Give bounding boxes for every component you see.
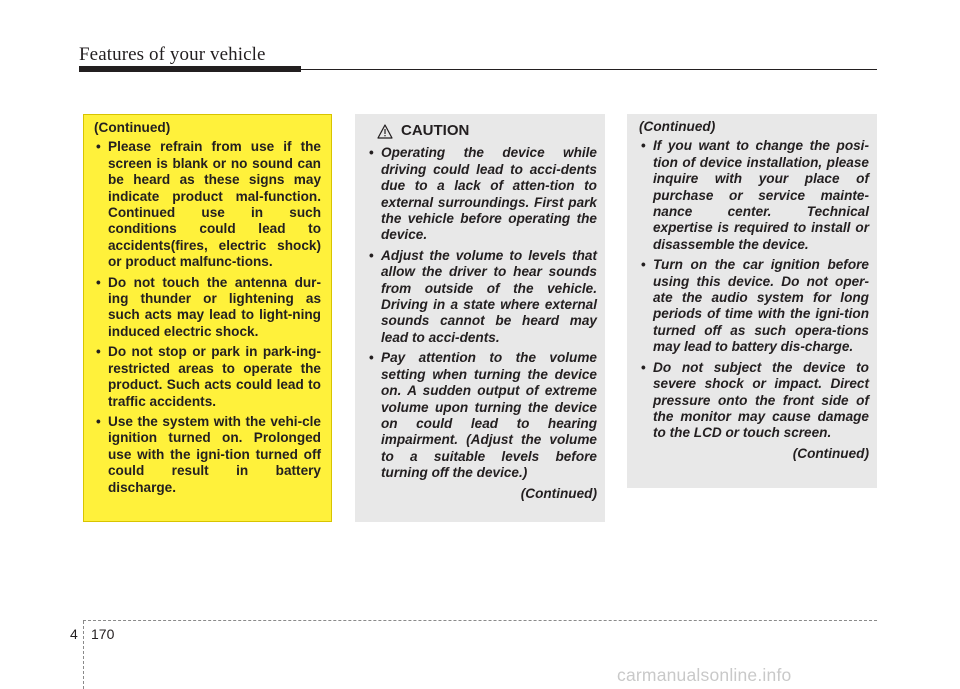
continued-label: (Continued) (94, 120, 171, 135)
caution-list (367, 145, 597, 481)
list-item: • Do not touch the antenna dur-ing thunder or lightening as such acts may lead to light-ning induced electric shock. (94, 275, 321, 341)
continued-end-label: (Continued) (520, 485, 597, 501)
list-item: • Use the system with the vehi-cle ignition turned on. Prolonged use with the igni-tion turned off could result in battery discharge. (94, 414, 321, 496)
warning-triangle-icon (377, 124, 393, 139)
list-item: • Operating the device while driving could lead to acci-dents due to a lack of atten-tion to external surroundings. First park the vehicle before operating the device. (367, 145, 597, 243)
header-rule (301, 69, 877, 70)
header-title: Features of your vehicle (79, 44, 266, 65)
continued-end-label: (Continued) (792, 445, 869, 461)
list-item: • Pay attention to the volume setting when turning the device on. A sudden output of extreme volume upon turning the device on could lead to hearing impairment. (Adjust the volume to a suitable levels before turning off the device.) (367, 350, 597, 481)
list-item: • Turn on the car ignition before using this device. Do not oper-ate the audio system for long periods of time with the igni-tion turned off as such opera-tions may lead to battery dis-charge. (639, 257, 869, 355)
continued-caution-box (627, 114, 877, 488)
caution-box (355, 114, 605, 522)
footer-divider (83, 621, 84, 689)
watermark: carmanualsonline.info (617, 665, 792, 685)
list-item: • Do not stop or park in park-ing-restricted areas to operate the product. Such acts could lead to traffic accidents. (94, 344, 321, 410)
section-number: 4 (70, 626, 78, 642)
caution-heading (377, 123, 597, 139)
caution-label: CAUTION (401, 122, 470, 139)
continued-label: (Continued) (639, 119, 716, 134)
page-number: 170 (91, 626, 115, 642)
list-item: • If you want to change the posi-tion of device installation, please inquire with your place of purchase or service mainte-nance center. Technical expertise is required to install or disassemble the device. (639, 138, 869, 253)
list-item: • Please refrain from use if the screen is blank or no sound can be heard as these signs may indicate product mal-function. Continued use in such conditions could lead to accidents(fires, electric shock) or product malfunc-tions. (94, 139, 321, 270)
list-item: • Do not subject the device to severe shock or impact. Direct pressure onto the front side of the monitor may cause damage to the LCD or touch screen. (639, 360, 869, 442)
continued-warning-box (83, 114, 332, 522)
caution-list-continued (639, 138, 869, 441)
list-item: • Adjust the volume to levels that allow the driver to hear sounds from outside of the vehicle. Driving in a state where external sounds cannot be heard may lead to acci-dents. (367, 248, 597, 346)
warning-list (94, 139, 321, 496)
header-bar (79, 66, 301, 72)
footer-rule (83, 620, 877, 621)
